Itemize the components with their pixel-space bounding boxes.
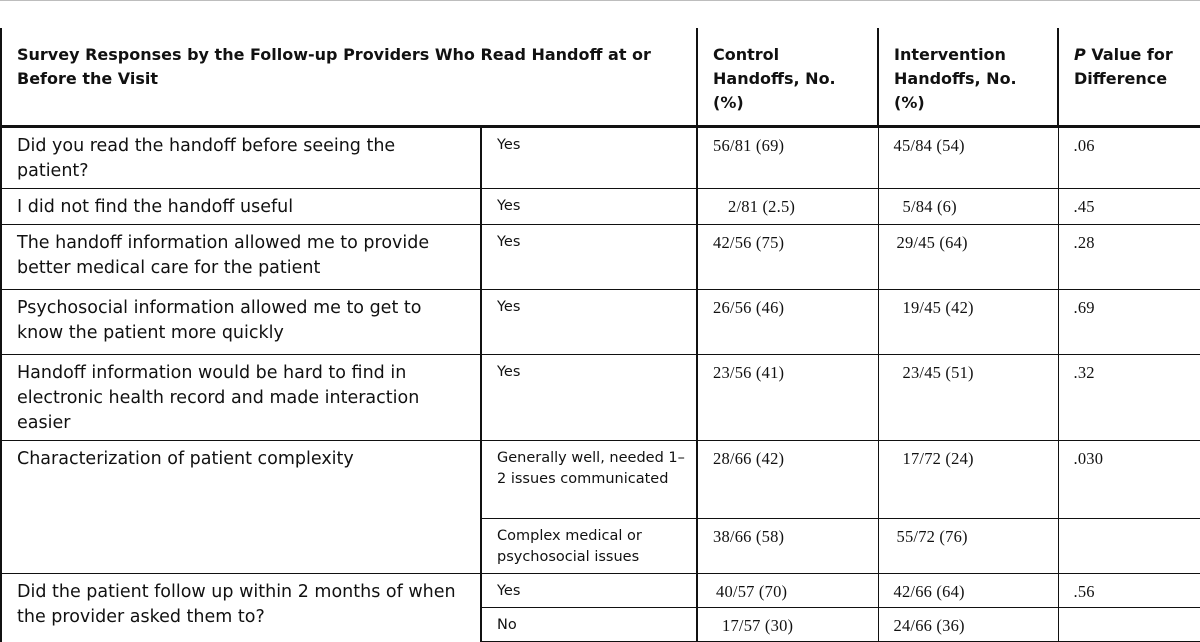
response-cell: Yes <box>481 127 697 189</box>
table-row <box>1 355 1200 441</box>
question-cell: Handoff information would be hard to find in electronic health record and made interaction easier <box>1 355 481 441</box>
control-value-cell: 56/81 (69) <box>697 127 878 189</box>
question-cell: Characterization of patient complexity <box>1 441 481 574</box>
control-value-cell: 38/66 (58) <box>697 519 878 574</box>
intervention-value-cell: 5/84 (6) <box>878 189 1058 225</box>
intervention-value-cell: 24/66 (36) <box>878 608 1058 642</box>
question-cell: The handoff information allowed me to provide better medical care for the patient <box>1 225 481 290</box>
table-row <box>1 441 1200 519</box>
question-cell: Did you read the handoff before seeing the patient? <box>1 127 481 189</box>
response-cell: Yes <box>481 355 697 441</box>
question-cell: I did not find the handoff useful <box>1 189 481 225</box>
response-cell: Yes <box>481 574 697 608</box>
intervention-value-cell: 45/84 (54) <box>878 127 1058 189</box>
intervention-value-cell: 23/45 (51) <box>878 355 1058 441</box>
header-control-handoffs: Control Handoffs, No. (%) <box>697 28 878 127</box>
intervention-value-cell: 17/72 (24) <box>878 441 1058 519</box>
table-row <box>1 574 1200 608</box>
response-cell: Generally well, needed 1–2 issues communicated <box>481 441 697 519</box>
survey-results-table <box>0 28 1200 642</box>
control-value-cell: 2/81 (2.5) <box>697 189 878 225</box>
table-body <box>1 127 1200 642</box>
table-header <box>1 28 1200 127</box>
header-row <box>1 28 1200 127</box>
top-rule <box>0 0 1200 1</box>
control-value-cell: 26/56 (46) <box>697 290 878 355</box>
header-p-italic: P <box>1074 45 1086 64</box>
p-value-cell <box>1058 519 1200 574</box>
control-value-cell: 17/57 (30) <box>697 608 878 642</box>
table-row <box>1 225 1200 290</box>
p-value-cell <box>1058 608 1200 642</box>
control-value-cell: 23/56 (41) <box>697 355 878 441</box>
table-row <box>1 290 1200 355</box>
p-value-cell: .28 <box>1058 225 1200 290</box>
intervention-value-cell: 55/72 (76) <box>878 519 1058 574</box>
control-value-cell: 28/66 (42) <box>697 441 878 519</box>
response-cell: No <box>481 608 697 642</box>
p-value-cell: .56 <box>1058 574 1200 608</box>
response-cell: Yes <box>481 290 697 355</box>
header-intervention-handoffs: Intervention Handoffs, No. (%) <box>878 28 1058 127</box>
header-survey-responses: Survey Responses by the Follow-up Providers Who Read Handoff at or Before the Visit <box>1 28 697 127</box>
header-p-rest: Value for Difference <box>1074 45 1173 88</box>
header-p-value <box>1058 28 1200 127</box>
p-value-cell: .030 <box>1058 441 1200 519</box>
question-cell: Did the patient follow up within 2 months of when the provider asked them to? <box>1 574 481 642</box>
p-value-cell: .69 <box>1058 290 1200 355</box>
table-row <box>1 127 1200 189</box>
question-cell: Psychosocial information allowed me to get to know the patient more quickly <box>1 290 481 355</box>
control-value-cell: 42/56 (75) <box>697 225 878 290</box>
p-value-cell: .32 <box>1058 355 1200 441</box>
p-value-cell: .45 <box>1058 189 1200 225</box>
response-cell: Yes <box>481 225 697 290</box>
intervention-value-cell: 29/45 (64) <box>878 225 1058 290</box>
table-row <box>1 189 1200 225</box>
p-value-cell: .06 <box>1058 127 1200 189</box>
response-cell: Complex medical or psychosocial issues <box>481 519 697 574</box>
response-cell: Yes <box>481 189 697 225</box>
control-value-cell: 40/57 (70) <box>697 574 878 608</box>
intervention-value-cell: 19/45 (42) <box>878 290 1058 355</box>
intervention-value-cell: 42/66 (64) <box>878 574 1058 608</box>
